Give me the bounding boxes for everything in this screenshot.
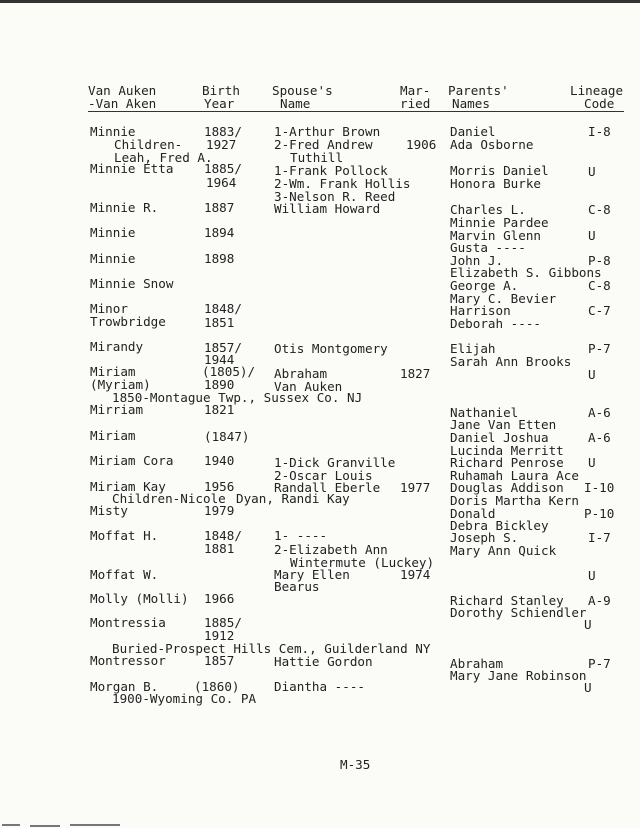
entry-code: A-6 <box>588 430 611 445</box>
entry-parent: Donald <box>450 506 496 521</box>
header-year: Year <box>204 96 235 111</box>
entry-birth: (1805)/ <box>202 364 256 379</box>
entry-code: P-7 <box>588 656 611 671</box>
entry-code: A-9 <box>588 593 611 608</box>
entry-parent: Charles L. <box>450 202 526 217</box>
entry-name: Montressia <box>90 615 166 630</box>
entry-code: U <box>584 680 592 695</box>
entry-code: P-8 <box>588 253 611 268</box>
entry-birth: (1860) <box>194 679 240 694</box>
entry-name: Minnie <box>90 251 136 266</box>
entry-spouse: Bearus <box>274 579 320 594</box>
entry-spouse: 1- ---- <box>274 528 328 543</box>
entry-name: Minnie Snow <box>90 276 174 291</box>
header-name: Name <box>280 96 311 111</box>
entry-name: Trowbridge <box>90 314 166 329</box>
entry-birth: 1848/ <box>204 301 242 316</box>
top-edge-line <box>0 0 640 3</box>
entry-parent: Daniel <box>450 124 496 139</box>
entry-name: Moffat H. <box>90 528 159 543</box>
entry-birth: 1940 <box>204 453 235 468</box>
header-lineage: Lineage <box>570 83 624 98</box>
entry-code: P-10 <box>584 506 615 521</box>
entry-parent: Debra Bickley <box>450 518 549 533</box>
entry-parent: Mary Ann Quick <box>450 543 557 558</box>
entry-spouse: Mary Ellen <box>274 567 350 582</box>
entry-name: (Myriam) <box>90 377 151 392</box>
entry-parent: George A. <box>450 278 519 293</box>
entry-married: 1906 <box>406 137 437 152</box>
entry-birth: 1912 <box>204 628 235 643</box>
entry-code: I-10 <box>584 480 615 495</box>
entry-note: Children- <box>114 137 183 152</box>
entry-note: Children-Nicole <box>112 491 226 506</box>
entry-birth: 1890 <box>204 377 235 392</box>
entry-name: Misty <box>90 503 128 518</box>
entry-parent: Douglas Addison <box>450 480 564 495</box>
entry-birth: 1887 <box>204 200 235 215</box>
entry-name: Miriam Kay <box>90 479 166 494</box>
entry-name: Morgan B. <box>90 679 159 694</box>
entry-parent: Harrison <box>450 303 511 318</box>
entry-married: 1977 <box>400 480 431 495</box>
entry-name: Miriam Cora <box>90 453 174 468</box>
header-names: Names <box>452 96 490 111</box>
entry-parent: John J. <box>450 253 504 268</box>
entry-birth: 1851 <box>204 315 235 330</box>
entry-code: U <box>588 367 596 382</box>
entry-spouse: Tuthill <box>290 150 344 165</box>
entry-spouse: Abraham <box>274 366 328 381</box>
entry-note: Buried-Prospect Hills Cem., Guilderland NY <box>112 641 431 656</box>
entry-parent: Richard Penrose <box>450 455 564 470</box>
entry-parent: Daniel Joshua <box>450 430 549 445</box>
entry-code: I-8 <box>588 124 611 139</box>
entry-name: Molly (Molli) <box>90 591 189 606</box>
entry-spouse: 2-Oscar Louis <box>274 468 373 483</box>
entry-married: 1974 <box>400 567 431 582</box>
entry-name: Moffat W. <box>90 567 159 582</box>
entry-note: Dyan, Randi Kay <box>236 491 350 506</box>
entry-spouse: 1-Arthur Brown <box>274 124 381 139</box>
entry-birth: 1979 <box>204 503 235 518</box>
header-spouses: Spouse's <box>272 83 333 98</box>
entry-code: C-8 <box>588 278 611 293</box>
entry-spouse: Randall Eberle <box>274 480 381 495</box>
entry-birth: 1944 <box>204 352 235 367</box>
header-mar: Mar- <box>400 83 431 98</box>
entry-name: Minor <box>90 301 128 316</box>
entry-spouse: William Howard <box>274 201 381 216</box>
entry-birth: 1927 <box>206 137 237 152</box>
entry-code: A-6 <box>588 405 611 420</box>
entry-spouse: 2-Elizabeth Ann <box>274 542 388 557</box>
entry-name: Mirriam <box>90 402 144 417</box>
header-birth: Birth <box>202 83 240 98</box>
entry-name: Minnie Etta <box>90 161 174 176</box>
header-van-aken: -Van Aken <box>88 96 157 111</box>
entry-birth: 1857/ <box>204 340 242 355</box>
scan-artifact <box>70 824 120 826</box>
entry-name: Montressor <box>90 653 166 668</box>
entry-birth: 1956 <box>204 479 235 494</box>
entry-spouse: 3-Nelson R. Reed <box>274 189 396 204</box>
entry-spouse: 2-Fred Andrew <box>274 137 373 152</box>
entry-parent: Joseph S. <box>450 530 519 545</box>
entry-parent: Nathaniel <box>450 405 519 420</box>
entry-code: U <box>588 228 596 243</box>
entry-parent: Sarah Ann Brooks <box>450 354 572 369</box>
scan-artifact <box>2 824 20 826</box>
header-van-auken: Van Auken <box>88 83 157 98</box>
entry-parent: Jane Van Etten <box>450 417 557 432</box>
entry-birth: 1885/ <box>204 161 242 176</box>
entry-parent: Richard Stanley <box>450 593 564 608</box>
entry-parent: Doris Martha Kern <box>450 493 579 508</box>
entry-spouse: 1-Dick Granville <box>274 455 396 470</box>
entry-code: I-7 <box>588 530 611 545</box>
entry-parent: Morris Daniel <box>450 163 549 178</box>
entry-name: Miriam <box>90 428 136 443</box>
entry-parent: Mary Jane Robinson <box>450 668 587 683</box>
entry-code: P-7 <box>588 341 611 356</box>
header-ried: ried <box>400 96 431 111</box>
header-rule <box>88 111 624 112</box>
entry-birth: 1964 <box>206 175 237 190</box>
entry-spouse: 2-Wm. Frank Hollis <box>274 176 411 191</box>
entry-code: U <box>588 164 596 179</box>
entry-code: U <box>588 455 596 470</box>
entry-parent: Gusta ---- <box>450 240 526 255</box>
entry-name: Minnie <box>90 124 136 139</box>
entry-parent: Honora Burke <box>450 176 541 191</box>
entry-parent: Deborah ---- <box>450 316 541 331</box>
entry-parent: Lucinda Merritt <box>450 443 564 458</box>
entry-birth: 1883/ <box>204 124 242 139</box>
entry-note: 1900-Wyoming Co. PA <box>112 691 257 706</box>
entry-spouse: Wintermute (Luckey) <box>290 555 435 570</box>
entry-spouse: 1-Frank Pollock <box>274 163 388 178</box>
entry-spouse: Diantha ---- <box>274 679 365 694</box>
entry-name: Minnie <box>90 225 136 240</box>
entry-name: Miriam <box>90 364 136 379</box>
entry-name: Minnie R. <box>90 200 159 215</box>
entry-code: U <box>588 568 596 583</box>
entry-name: Mirandy <box>90 339 144 354</box>
entry-parent: Ruhamah Laura Ace <box>450 468 579 483</box>
entry-code: C-7 <box>588 303 611 318</box>
entry-parent: Ada Osborne <box>450 137 534 152</box>
entry-parent: Elijah <box>450 341 496 356</box>
entry-married: 1827 <box>400 366 431 381</box>
entry-parent: Abraham <box>450 656 504 671</box>
entry-note: Leah, Fred A. <box>114 150 213 165</box>
entry-birth: 1885/ <box>204 615 242 630</box>
header-parents: Parents' <box>448 83 509 98</box>
page-number: M-35 <box>340 757 371 772</box>
entry-note: 1850-Montague Twp., Sussex Co. NJ <box>112 390 363 405</box>
entry-code: U <box>584 617 592 632</box>
entry-birth: 1821 <box>204 402 235 417</box>
entry-birth: 1848/ <box>204 528 242 543</box>
entry-parent: Elizabeth S. Gibbons <box>450 265 602 280</box>
scan-artifact <box>30 825 60 827</box>
entry-birth: 1857 <box>204 653 235 668</box>
entry-parent: Minnie Pardee <box>450 215 549 230</box>
entry-code: C-8 <box>588 202 611 217</box>
entry-parent: Marvin Glenn <box>450 228 541 243</box>
entry-spouse: Van Auken <box>274 379 343 394</box>
entry-parent: Dorothy Schiendler <box>450 605 587 620</box>
entry-parent: Mary C. Bevier <box>450 291 557 306</box>
entry-birth: 1894 <box>204 225 235 240</box>
entry-birth: (1847) <box>204 429 250 444</box>
entry-birth: 1898 <box>204 251 235 266</box>
entry-birth: 1966 <box>204 591 235 606</box>
header-code: Code <box>584 96 615 111</box>
entry-spouse: Hattie Gordon <box>274 654 373 669</box>
entry-spouse: Otis Montgomery <box>274 341 388 356</box>
entry-birth: 1881 <box>204 541 235 556</box>
